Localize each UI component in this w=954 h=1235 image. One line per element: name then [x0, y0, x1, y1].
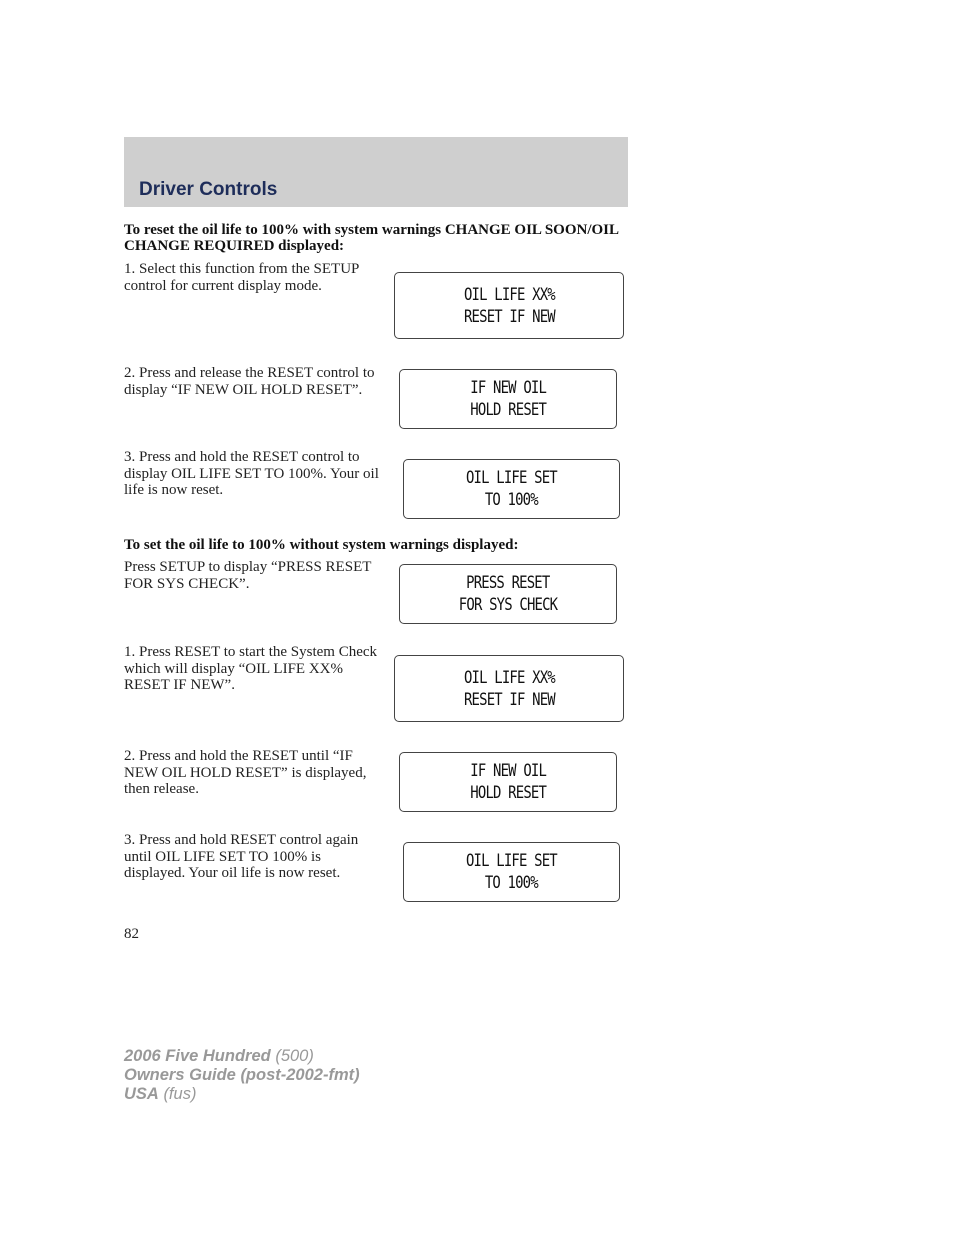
display-line-1: OIL LIFE SET: [466, 851, 557, 871]
display-line-2: RESET IF NEW: [463, 306, 555, 327]
section1-step-1-text: 1. Select this function from the SETUP control for current display mode.: [124, 261, 359, 294]
document-footer: [124, 1047, 360, 1104]
footer-line-2: [124, 1066, 360, 1085]
footer-region: USA: [124, 1085, 159, 1103]
section1-step-2-display: [399, 369, 617, 429]
display-line-1: OIL LIFE XX%: [463, 284, 555, 305]
section1-heading: To reset the oil life to 100% with system warnings CHANGE OIL SOON/OIL CHANGE REQUIRED displayed:: [124, 222, 619, 254]
footer-model-code: (500): [275, 1047, 314, 1065]
display-line-1: IF NEW OIL: [470, 378, 546, 398]
footer-line-1: [124, 1047, 360, 1066]
section2-step-2-text: 2. Press and hold the RESET until “IF NEW OIL HOLD RESET” is displayed, then release.: [124, 748, 367, 797]
section2-step-2-display: [399, 752, 617, 812]
footer-line-3: [124, 1085, 360, 1104]
page-number: 82: [124, 926, 139, 942]
display-line-2: TO 100%: [484, 490, 539, 510]
display-line-2: FOR SYS CHECK: [458, 595, 558, 615]
section2-step-1-text: 1. Press RESET to start the System Check which will display “OIL LIFE XX% RESET IF NEW”.: [124, 644, 378, 693]
section-title: Driver Controls: [139, 179, 278, 200]
section-header-band: [124, 137, 628, 207]
section2-step-3-display: [403, 842, 620, 902]
display-line-1: OIL LIFE SET: [466, 468, 557, 488]
display-line-2: RESET IF NEW: [463, 689, 555, 710]
display-line-1: IF NEW OIL: [470, 761, 546, 781]
display-line-2: HOLD RESET: [470, 400, 546, 420]
section2-step-0-text: Press SETUP to display “PRESS RESET FOR SYS CHECK”.: [124, 559, 372, 592]
display-line-2: TO 100%: [484, 873, 539, 893]
display-line-1: PRESS RESET: [466, 573, 550, 593]
display-line-2: HOLD RESET: [470, 783, 546, 803]
section2-step-3-text: 3. Press and hold RESET control again until OIL LIFE SET TO 100% is displayed. Your oil life is now reset.: [124, 832, 359, 881]
display-line-1: OIL LIFE XX%: [463, 667, 555, 688]
section1-step-3-display: [403, 459, 620, 519]
section2-heading: To set the oil life to 100% without system warnings displayed:: [124, 537, 519, 553]
section1-step-1-display: [394, 272, 624, 339]
footer-region-code: (fus): [163, 1085, 197, 1103]
footer-guide: Owners Guide (post-2002-fmt): [124, 1066, 360, 1084]
footer-model: 2006 Five Hundred: [124, 1047, 271, 1065]
section1-step-2-text: 2. Press and release the RESET control to display “IF NEW OIL HOLD RESET”.: [124, 365, 375, 398]
section2-step-0-display: [399, 564, 617, 624]
section1-step-3-text: 3. Press and hold the RESET control to display OIL LIFE SET TO 100%. Your oil life is now reset.: [124, 449, 379, 498]
section2-step-1-display: [394, 655, 624, 722]
